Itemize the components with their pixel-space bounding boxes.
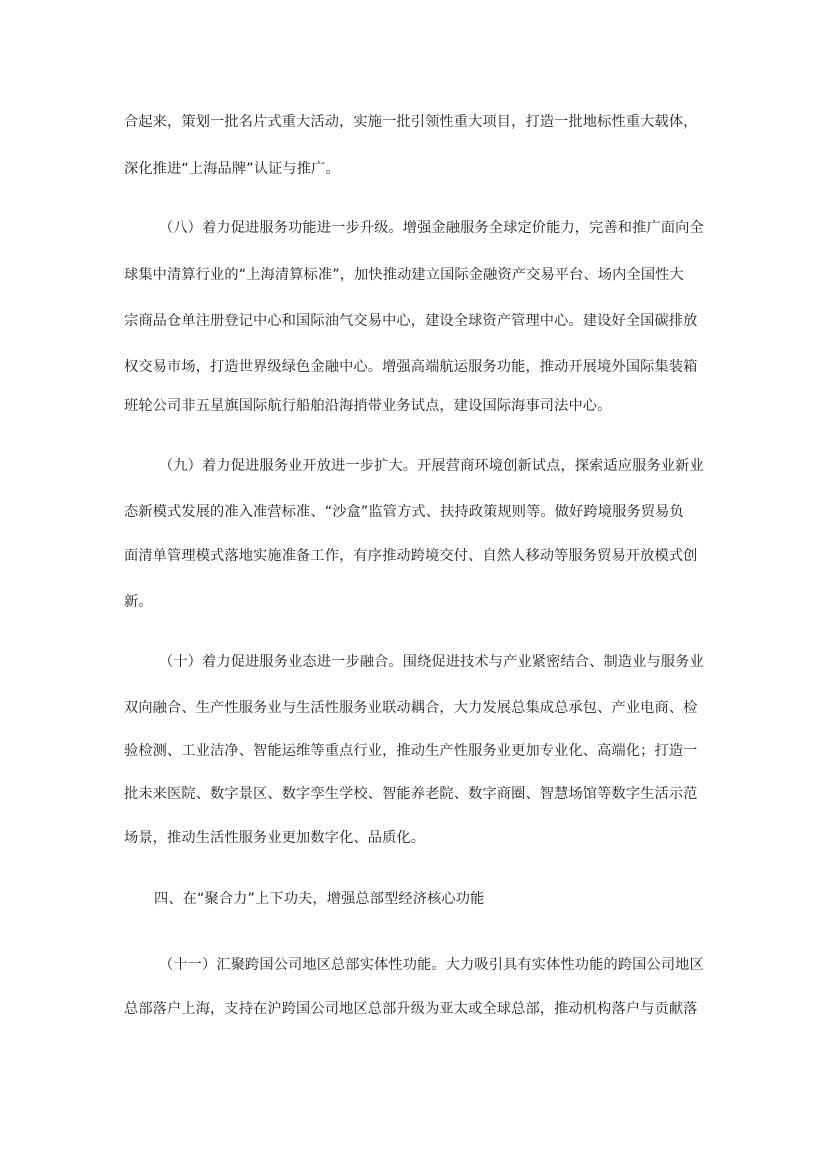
text-line: 新。	[124, 594, 153, 610]
text-line: 验检测、工业洁净、智能运维等重点行业，推动生产性服务业更加专业化、高端化；打造一	[124, 743, 698, 759]
paragraph-11-first-line: （十一）汇聚跨国公司地区总部实体性功能。大力吸引具有实体性功能的跨国公司地区	[159, 957, 704, 973]
text-line: 球集中清算行业的“上海清算标准”，加快推动建立国际金融资产交易平台、场内全国性大	[124, 267, 684, 283]
paragraph-8-first-line: （八）着力促进服务功能进一步升级。增强金融服务全球定价能力，完善和推广面向全	[159, 220, 704, 236]
text-line: 总部落户上海，支持在沪跨国公司地区总部升级为亚太或全球总部，推动机构落户与贡献落	[124, 1001, 698, 1017]
text-line: 场景，推动生活性服务业更加数字化、品质化。	[124, 830, 426, 846]
text-line: 合起来，策划一批名片式重大活动，实施一批引领性重大项目，打造一批地标性重大载体，	[124, 114, 698, 130]
text-line: 双向融合、生产性服务业与生活性服务业联动耦合，大力发展总集成总承包、产业电商、检	[124, 700, 698, 716]
paragraph-10-first-line: （十）着力促进服务业态进一步融合。围绕促进技术与产业紧密结合、制造业与服务业	[159, 654, 704, 670]
paragraph-9-first-line: （九）着力促进服务业开放进一步扩大。开展营商环境创新试点，探索适应服务业新业	[159, 458, 704, 474]
text-line: 批未来医院、数字景区、数字孪生学校、智能养老院、数字商圈、智慧场馆等数字生活示范	[124, 786, 698, 802]
text-line: 面清单管理模式落地实施准备工作，有序推动跨境交付、自然人移动等服务贸易开放模式创	[124, 548, 698, 564]
text-line: 权交易市场，打造世界级绿色金融中心。增强高端航运服务功能，推动开展境外国际集装箱	[124, 359, 698, 375]
section-heading: 四、在“聚合力”上下功夫，增强总部型经济核心功能	[154, 891, 485, 907]
text-line: 态新模式发展的准入准营标准、“沙盒”监管方式、扶持政策规则等。做好跨境服务贸易负	[124, 504, 684, 520]
text-line: 深化推进“上海品牌”认证与推广。	[124, 161, 340, 177]
text-line: 班轮公司非五星旗国际航行船舶沿海捎带业务试点，建设国际海事司法中心。	[124, 398, 612, 414]
text-line: 宗商品仓单注册登记中心和国际油气交易中心，建设全球资产管理中心。建设好全国碳排放	[124, 313, 698, 329]
